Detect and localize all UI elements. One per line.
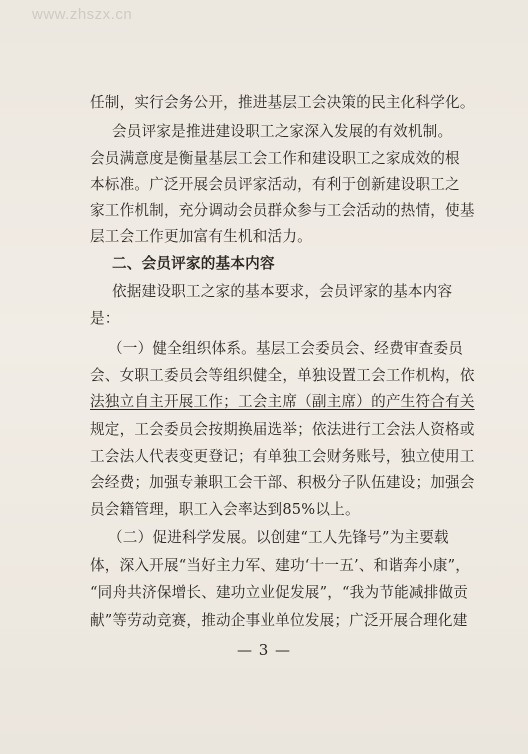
text-line: 任制，实行会务公开，推进基层工会决策的民主化科学化。 [90, 94, 475, 111]
text-line: 会员评家是推进建设职工之家深入发展的有效机制。 [112, 123, 453, 140]
text-line: 员会籍管理，职工入会率达到85%以上。 [90, 501, 360, 518]
text-line: 会员满意度是衡量基层工会工作和建设职工之家成效的根 [90, 150, 460, 167]
text-line: 家工作机制，充分调动会员群众参与工会活动的热情，使基 [90, 202, 475, 219]
text-line: 献”等劳动竞赛，推动企事业单位发展；广泛开展合理化建 [90, 612, 468, 629]
text-line: 规定，工会委员会按期换届选举；依法进行工会法人资格或 [90, 421, 475, 438]
text-line: 体，深入开展“当好主力军、建功‘十一五’、和谐奔小康”， [90, 557, 471, 574]
text-line: 会经费；加强专兼职工会干部、积极分子队伍建设；加强会 [90, 474, 475, 491]
page-number: — 3 — [236, 641, 292, 659]
text-line: 会、女职工委员会等组织健全，单独设置工会工作机构，依 [90, 367, 475, 384]
text-line: “同舟共济保增长、建功立业促发展”，“我为节能减排做贡 [90, 584, 469, 601]
text-line: 法独立自主开展工作；工会主席（副主席）的产生符合有关 [90, 393, 475, 410]
text-line: 是： [90, 310, 120, 327]
text-line: 本标准。广泛开展会员评家活动，有利于创新建设职工之 [90, 176, 460, 193]
text-line: 依据建设职工之家的基本要求，会员评家的基本内容 [112, 283, 453, 300]
section-heading: 二、会员评家的基本内容 [112, 255, 275, 272]
text-line: 工会法人代表变更登记；有单独工会财务账号，独立使用工 [90, 448, 475, 465]
text-line: 层工会工作更加富有生机和活力。 [90, 228, 312, 245]
text-line: （一）健全组织体系。基层工会委员会、经费审查委员 [108, 340, 464, 357]
text-line: （二）促进科学发展。以创建“工人先锋号”为主要载 [108, 529, 449, 546]
watermark: www.zhszx.cn [32, 6, 133, 23]
